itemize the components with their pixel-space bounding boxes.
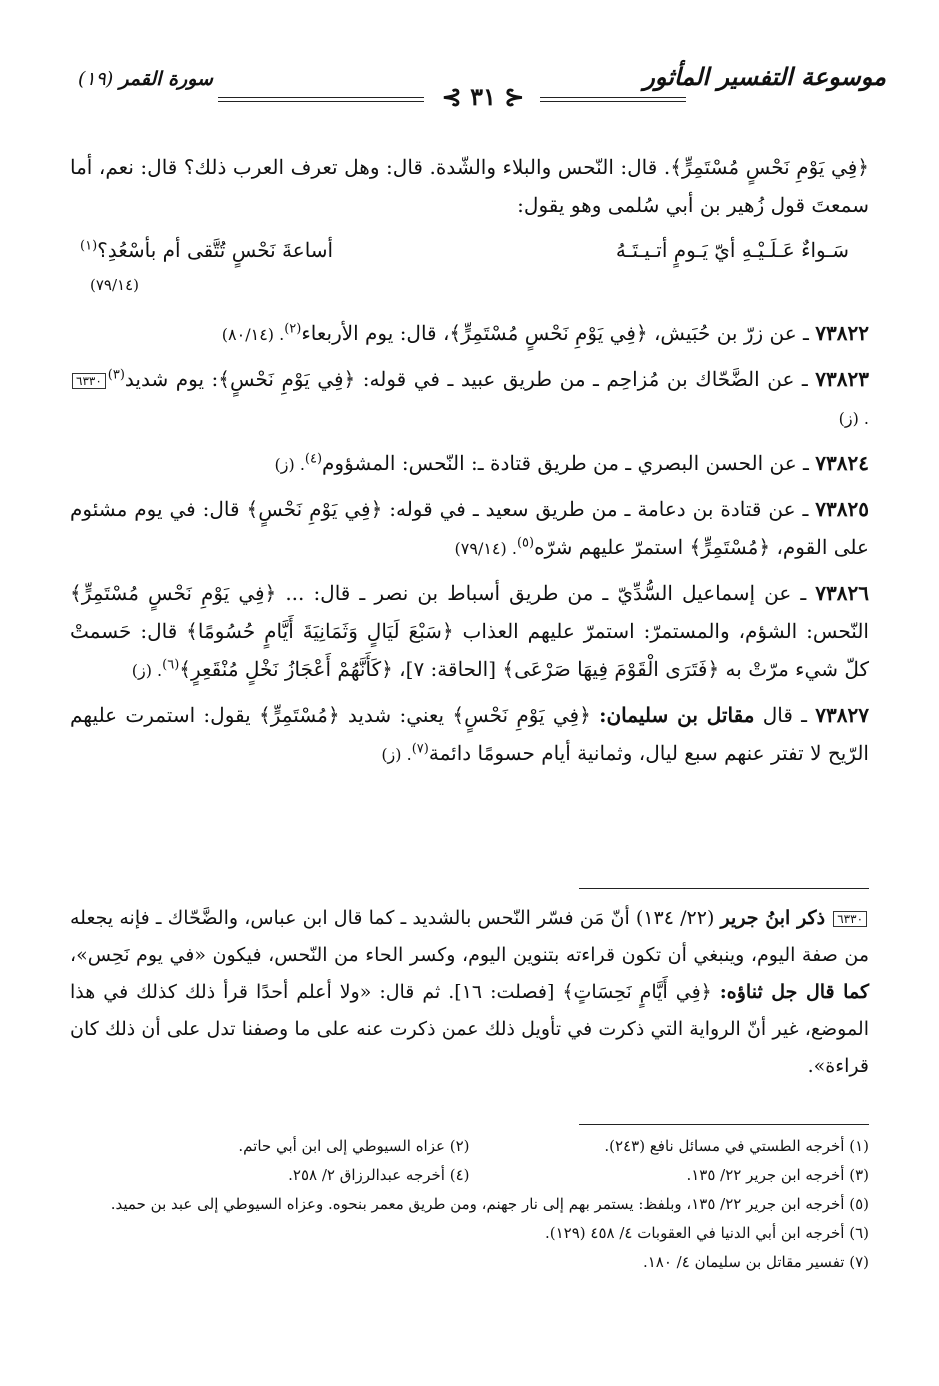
verse-first-hemistich: سَـواءٌ عَـلَـيْـهِ أيّ يَـومٍ أتـيـتَـهُ [615, 238, 849, 262]
page-number-value: ٣١ [470, 82, 496, 111]
entry-number: ٧٣٨٢٤ [815, 451, 869, 475]
intro-paragraph [70, 148, 869, 224]
entry-73825 [70, 490, 869, 568]
footnote-6: (٦) أخرجه ابن أبي الدنيا في العقوبات ٤/ ٤٥٨ (١٢٩). [544, 1224, 869, 1242]
entry-reference: . (٨٠/١٤) [221, 325, 285, 344]
running-header [78, 60, 886, 112]
entry-reference: . (ز) [274, 455, 305, 474]
footnote-marker: (٦) [162, 657, 180, 673]
footnote-row [70, 1132, 869, 1161]
book-title: موسوعة التفسير المأثور [643, 62, 886, 91]
footnote-3: (٣) أخرجه ابن جرير ٢٢/ ١٣٥. [686, 1166, 869, 1184]
entry-text: ـ عن إسماعيل السُّدِّيّ ـ من طريق أسباط بن نصر ـ قال: ... ﴿فِي يَوْمِ نَحْسٍ مُسْتَمِرٍّ﴾ النّحس: الشؤم، والمستمرّ: استمرّ عليهم العذاب ﴿سَبْعَ لَيَالٍ وَثَمَانِيَةَ أَيَّامٍ حُسُومًا﴾ قال: حَسمتْ كلّ شيء مرّتْ به ﴿فَتَرَى الْقَوْمَ فِيهَا صَرْعَى﴾ [الحاقة: ٧]، ﴿كَأَنَّهُمْ أَعْجَازُ نَخْلٍ مُنْقَعِرٍ﴾ [70, 581, 869, 681]
entry-number: ٧٣٨٢٧ [815, 703, 869, 727]
footnote-marker: (٥) [516, 535, 535, 551]
entry-reference: . (ز) [838, 409, 869, 428]
entry-73824 [70, 444, 869, 484]
commentary-text-2: ﴿فِي أَيَّامٍ نَحِسَاتٍ﴾ [فصلت: ١٦]. ثم قال: «ولا أعلم أحدًا قرأ ذلك كذلك في هذا الموضع، غير أنّ الرواية التي ذكرت في تأويل ذلك عمن ذكرت عنه على ما وصفنا تدل على أن ذلك كان قراءة». [70, 981, 869, 1077]
footnote-5: (٥) أخرجه ابن جرير ٢٢/ ١٣٥، وبلفظ: يستمر بهم إلى نار جهنم، ومن طريق معمر بنحوه. وعزاه السيوطي إلى عبد بن حميد. [110, 1195, 869, 1213]
entry-reference: . (ز) [131, 661, 163, 680]
entry-73822 [70, 314, 869, 354]
header-rule-left [218, 97, 424, 102]
entry-reference: . (٧٩/١٤) [454, 539, 517, 558]
footnotes [70, 1132, 869, 1277]
commentary-bold-phrase: كما قال جل ثناؤه: [719, 981, 869, 1003]
page-number [428, 82, 538, 111]
commentary-lead: ذكر ابنُ جرير [720, 907, 826, 929]
page-ornament-icon: ⊱ [441, 82, 471, 111]
commentary-tag[interactable]: ٦٣٣٠ [72, 373, 106, 389]
entry-reference: . (ز) [381, 745, 412, 764]
verse-reference: (٧٩/١٤) [90, 276, 139, 294]
footnote-7: (٧) تفسير مقاتل بن سليمان ٤/ ١٨٠. [642, 1253, 869, 1271]
footnote-4: (٤) أخرجه عبدالرزاق ٢/ ٢٥٨. [288, 1166, 470, 1184]
main-text [70, 148, 869, 780]
entry-73823 [70, 360, 869, 438]
footnote-2: (٢) عزاه السيوطي إلى ابن أبي حاتم. [238, 1137, 470, 1155]
entry-number: ٧٣٨٢٣ [815, 367, 870, 391]
commentary-tag: ٦٣٣٠ [833, 911, 867, 927]
footnote-marker: (٤) [304, 451, 323, 467]
commentary-separator [579, 888, 869, 889]
entry-73827 [70, 696, 869, 774]
entry-author: مقاتل بن سليمان: [599, 703, 755, 727]
footnotes-separator [579, 1124, 869, 1125]
entry-number: ٧٣٨٢٢ [815, 321, 869, 345]
entry-text: ـ عن الضَّحّاك بن مُزاحِم ـ من طريق عبيد ـ في قوله: ﴿فِي يَوْمِ نَحْسٍ﴾: يوم شديد [124, 367, 808, 391]
verse-number: (١٩) [78, 68, 114, 90]
footnote-row [70, 1161, 869, 1190]
header-rule-right [540, 97, 686, 102]
page-ornament-icon: ⊰ [495, 82, 525, 111]
footnote-marker: (٧) [411, 741, 429, 757]
footnote-marker: (١) [80, 238, 98, 254]
entry-text: ﴿فِي يَوْمِ نَحْسٍ﴾ يعني: شديد ﴿مُسْتَمِرٍّ﴾ يقول: استمرت عليهم الرّيح لا تفتر عنهم سبع ليال، وثمانية أيام حسومًا دائمة [70, 703, 869, 765]
poetry-verse [70, 230, 869, 270]
entry-text: ـ عن زرّ بن حُبَيش، ﴿فِي يَوْمِ نَحْسٍ مُسْتَمِرٍّ﴾، قال: يوم الأربعاء [301, 321, 809, 345]
commentary-note [70, 900, 869, 1085]
intro-line-2: قال: نعم، أما سمعتَ قول زُهير بن أبي سُلمى وهو يقول: [70, 155, 869, 217]
surah-heading [78, 68, 213, 90]
verse-second-text: أساعةَ نَحْسٍ تُتَّقى أم بأسْعُدِ؟ [97, 238, 334, 262]
verse-second-hemistich [80, 230, 333, 270]
entry-text: ـ عن الحسن البصري ـ من طريق قتادة ـ: النّحس: المشؤوم [322, 451, 809, 475]
footnote-1: (١) أخرجه الطستي في مسائل نافع (٢٤٣). [604, 1137, 869, 1155]
entry-text: ـ عن قتادة بن دعامة ـ من طريق سعيد ـ في قوله: ﴿فِي يَوْمِ نَحْسٍ﴾ قال: في يوم مشئوم على القوم، ﴿مُسْتَمِرٍّ﴾ استمرّ عليهم شرّه [70, 497, 869, 559]
footnote-marker: (٣) [107, 367, 125, 383]
surah-name: سورة القمر [119, 68, 213, 90]
entry-number: ٧٣٨٢٥ [815, 497, 870, 521]
intro-line-1: ﴿فِي يَوْمِ نَحْسٍ مُسْتَمِرٍّ﴾. قال: النّحس والبلاء والشّدة. قال: وهل تعرف العرب ذلك؟ [183, 155, 869, 179]
footnote-marker: (٢) [284, 321, 302, 337]
entry-73826 [70, 574, 869, 690]
entry-lead: ـ قال [754, 703, 807, 727]
entry-number: ٧٣٨٢٦ [815, 581, 870, 605]
commentary-text-1: (٢٢/ ١٣٤) أنّ مَن فسّر النّحس بالشديد ـ كما قال ابن عباس، والضَّحّاك ـ فإنه يجعله من صفة اليوم، وينبغي أن تكون قراءته بتنوين اليوم، وكسر الحاء من النّحس، فيكون «في يوم نَحِس»، [70, 907, 869, 966]
